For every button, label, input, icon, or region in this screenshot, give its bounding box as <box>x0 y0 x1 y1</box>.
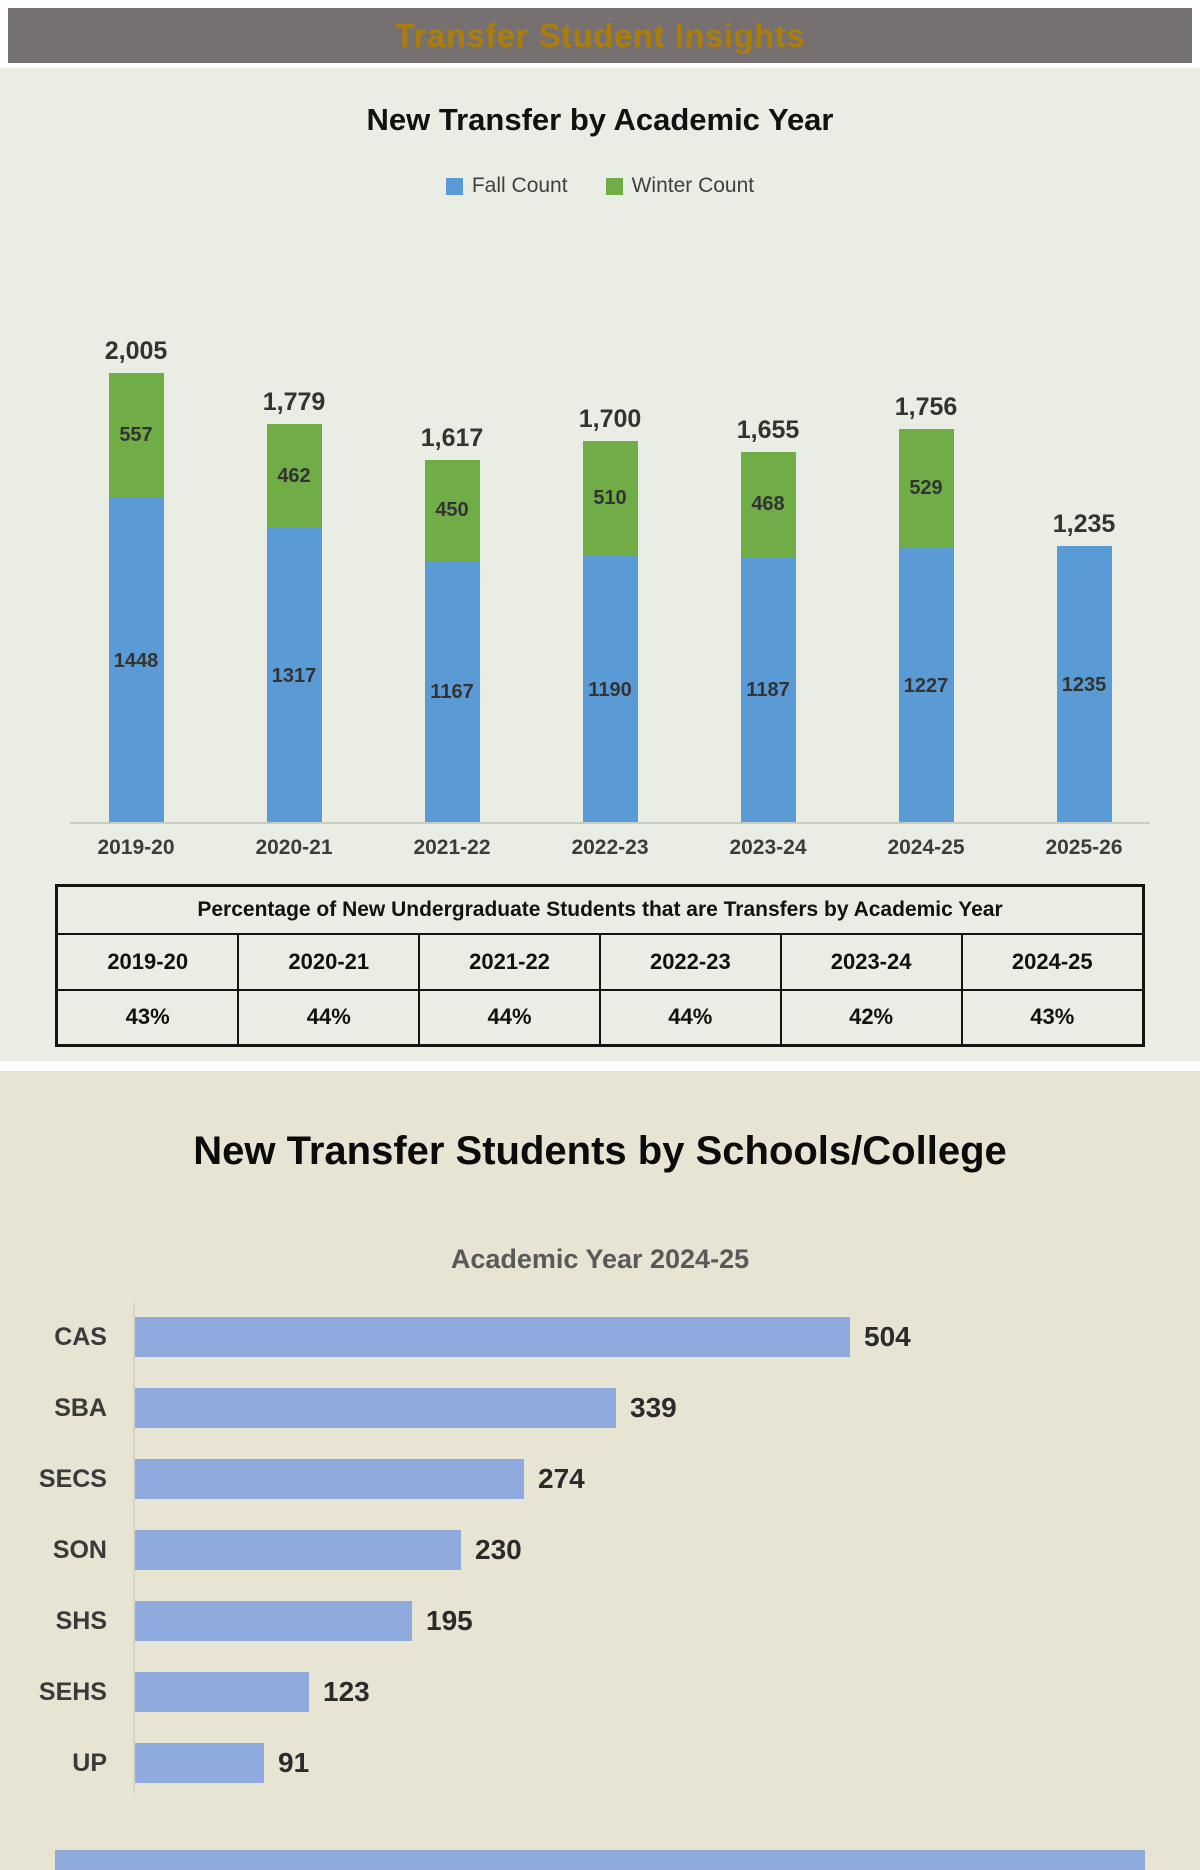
table-year-cell: 2023-24 <box>781 934 962 990</box>
stacked-chart-title: New Transfer by Academic Year <box>366 102 834 137</box>
hbar-bar <box>135 1601 412 1641</box>
page-banner <box>8 8 1192 63</box>
x-axis-label: 2024-25 <box>887 836 965 859</box>
hbar-category-label: UP <box>72 1748 107 1777</box>
hbar-value-label: 339 <box>630 1392 677 1423</box>
stacked-bar <box>583 441 638 824</box>
table-year-cell: 2022-23 <box>600 934 781 990</box>
schools-chart-subtitle: Academic Year 2024-25 <box>450 1244 750 1274</box>
total-label: 1,700 <box>578 405 642 433</box>
hbar-row <box>35 1743 1140 1783</box>
hbar-category-label: SON <box>52 1535 107 1564</box>
table-value-cell: 44% <box>419 990 600 1046</box>
hbar-value-label: 123 <box>323 1676 370 1707</box>
fall-count-segment: 1190 <box>583 556 638 824</box>
total-label: 1,655 <box>736 416 800 444</box>
schools-bar-chart <box>35 1317 1140 1783</box>
schools-section <box>0 1071 1200 1870</box>
table-value-cell: 43% <box>962 990 1144 1046</box>
hbar-track <box>121 1672 1140 1712</box>
legend-item <box>446 174 568 198</box>
stacked-bar <box>425 460 480 824</box>
hbar-track <box>121 1317 1140 1357</box>
stacked-bar-column <box>707 208 829 870</box>
table-header-row <box>57 934 1144 990</box>
percentage-table <box>55 884 1145 1047</box>
hbar-value-label: 195 <box>426 1605 473 1636</box>
table-value-cell: 42% <box>781 990 962 1046</box>
table-year-cell: 2019-20 <box>57 934 239 990</box>
legend-swatch-icon <box>606 178 623 195</box>
table-value-cell: 44% <box>600 990 781 1046</box>
legend-item <box>606 174 755 198</box>
winter-count-segment: 529 <box>899 429 954 548</box>
chart-legend <box>0 174 1200 198</box>
hbar-bar <box>135 1459 524 1499</box>
total-label: 1,779 <box>262 388 326 416</box>
fall-count-segment: 1167 <box>425 561 480 824</box>
table-year-cell: 2021-22 <box>419 934 600 990</box>
x-axis-label: 2019-20 <box>97 836 175 859</box>
page-title: Transfer Student Insights <box>394 16 806 54</box>
hbar-row <box>35 1601 1140 1641</box>
hbar-bar <box>135 1530 461 1570</box>
hbar-bar <box>135 1743 264 1783</box>
table-year-cell: 2024-25 <box>962 934 1144 990</box>
stacked-bar <box>267 424 322 824</box>
hbar-track <box>121 1530 1140 1570</box>
winter-count-segment: 510 <box>583 441 638 556</box>
stacked-bar <box>899 429 954 824</box>
total-label: 1,756 <box>894 393 958 421</box>
table-value-cell: 43% <box>57 990 239 1046</box>
schools-chart-title: New Transfer Students by Schools/College <box>193 1129 1007 1173</box>
hbar-bar <box>135 1672 309 1712</box>
fall-count-segment: 1317 <box>267 528 322 824</box>
table-value-cell: 44% <box>238 990 419 1046</box>
stacked-bar-column <box>233 208 355 870</box>
table-value-row <box>57 990 1144 1046</box>
fall-count-segment: 1227 <box>899 548 954 824</box>
legend-label: Fall Count <box>471 174 568 197</box>
hbar-category-label: SBA <box>54 1393 107 1422</box>
stacked-bar-column <box>549 208 671 870</box>
stacked-bar-column <box>75 208 197 870</box>
x-axis-label: 2020-21 <box>255 836 333 859</box>
stacked-bar-column <box>391 208 513 870</box>
hbar-category-label: SEHS <box>38 1677 107 1706</box>
hbar-value-label: 91 <box>278 1747 310 1778</box>
winter-count-segment: 462 <box>267 424 322 528</box>
y-axis-line <box>133 1303 135 1793</box>
hbar-row <box>35 1459 1140 1499</box>
winter-count-segment: 557 <box>109 373 164 498</box>
total-label: 1,617 <box>420 424 484 452</box>
x-axis-label: 2023-24 <box>729 836 807 859</box>
transfer-by-year-section <box>0 68 1200 1061</box>
x-axis-label: 2022-23 <box>571 836 649 859</box>
hbar-row <box>35 1388 1140 1428</box>
hbar-row <box>35 1317 1140 1357</box>
legend-swatch-icon <box>446 178 463 195</box>
hbar-value-label: 230 <box>475 1534 522 1565</box>
stacked-bar <box>741 452 796 824</box>
fall-count-segment: 1187 <box>741 557 796 824</box>
hbar-value-label: 274 <box>538 1463 585 1494</box>
fall-count-segment: 1235 <box>1057 546 1112 824</box>
stacked-bar <box>109 373 164 824</box>
fall-count-segment: 1448 <box>109 498 164 824</box>
winter-count-segment: 468 <box>741 452 796 557</box>
hbar-bar <box>135 1388 616 1428</box>
x-axis-line <box>70 822 1150 824</box>
hbar-category-label: SHS <box>55 1606 107 1635</box>
footer-accent-bar <box>55 1850 1145 1870</box>
hbar-track <box>121 1601 1140 1641</box>
x-axis-label: 2025-26 <box>1045 836 1123 859</box>
percentage-table-wrap <box>55 884 1145 1047</box>
hbar-category-label: CAS <box>54 1322 107 1351</box>
hbar-value-label: 504 <box>864 1321 911 1352</box>
hbar-row <box>35 1672 1140 1712</box>
stacked-bar-column <box>1023 208 1145 870</box>
table-year-cell: 2020-21 <box>238 934 419 990</box>
stacked-bar <box>1057 546 1112 824</box>
x-axis-label: 2021-22 <box>413 836 491 859</box>
hbar-row <box>35 1530 1140 1570</box>
stacked-bar-chart <box>0 208 1200 870</box>
legend-label: Winter Count <box>631 174 755 197</box>
total-label: 2,005 <box>104 337 168 365</box>
hbar-track <box>121 1388 1140 1428</box>
winter-count-segment: 450 <box>425 460 480 561</box>
stacked-bar-column <box>865 208 987 870</box>
table-title: Percentage of New Undergraduate Students that are Transfers by Academic Year <box>57 886 1144 934</box>
total-label: 1,235 <box>1052 510 1116 538</box>
hbar-track <box>121 1743 1140 1783</box>
hbar-bar <box>135 1317 850 1357</box>
hbar-track <box>121 1459 1140 1499</box>
hbar-category-label: SECS <box>38 1464 107 1493</box>
